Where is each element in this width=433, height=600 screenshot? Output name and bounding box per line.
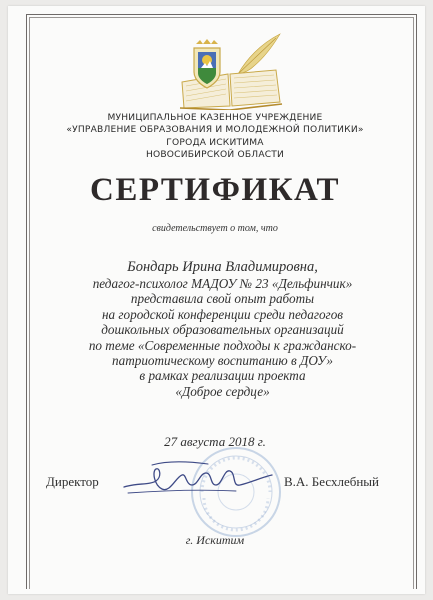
certificate-subtitle: свидетельствует о том, что: [152, 223, 278, 234]
org-line: «УПРАВЛЕНИЕ ОБРАЗОВАНИЯ И МОЛОДЕЖНОЙ ПОЛИТИКИ»: [66, 125, 364, 136]
body-line: дошкольных образовательных организаций: [101, 322, 344, 338]
organization-header: [40, 112, 390, 161]
body-line: патриотическому воспитанию в ДОУ»: [112, 353, 333, 369]
recipient-position: педагог-психолог МАДОУ № 23 «Дельфинчик»: [92, 276, 353, 291]
city-name: г. Искитим: [185, 533, 245, 547]
issue-date: 27 августа 2018 г.: [164, 434, 266, 449]
director-name: В.А. Бесхлебный: [284, 474, 379, 489]
body-line: в рамках реализации проекта: [139, 368, 306, 384]
org-line: НОВОСИБИРСКОЙ ОБЛАСТИ: [145, 149, 285, 160]
body-line: на городской конференции среди педагогов: [101, 306, 344, 322]
body-line: «Доброе сердце»: [175, 383, 270, 399]
org-line: ГОРОДА ИСКИТИМА: [166, 137, 264, 148]
body-line: представила свой опыт работы: [130, 291, 315, 307]
certificate-title: СЕРТИФИКАТ: [90, 172, 340, 208]
org-line: МУНИЦИПАЛЬНОЕ КАЗЕННОЕ УЧРЕЖДЕНИЕ: [107, 113, 323, 123]
director-label: Директор: [46, 474, 99, 489]
handwritten-signature-icon: [116, 455, 276, 500]
book-quill-emblem-icon: [176, 30, 286, 110]
certificate-body: [40, 259, 405, 399]
recipient-name: Бондарь Ирина Владимировна,: [127, 259, 318, 275]
body-line: по теме «Современные подходы к гражданско-: [88, 337, 357, 353]
